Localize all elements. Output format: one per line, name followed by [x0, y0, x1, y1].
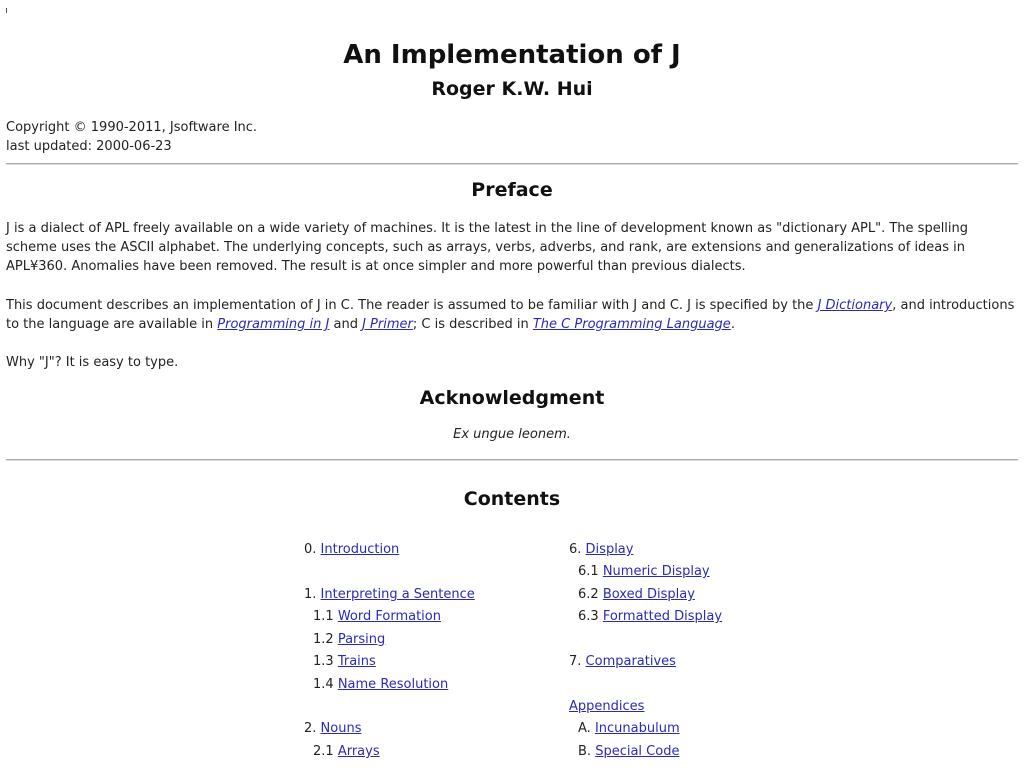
- link-j-primer[interactable]: J Primer: [362, 317, 413, 332]
- toc-number: 1.4: [313, 677, 334, 692]
- divider: [6, 163, 1018, 165]
- toc-link[interactable]: Boxed Display: [602, 587, 695, 602]
- toc-number: 1.3: [313, 654, 334, 669]
- acknowledgment-heading: Acknowledgment: [419, 387, 605, 409]
- toc-link[interactable]: Numeric Display: [602, 564, 710, 579]
- toc-link[interactable]: Special Code: [595, 744, 680, 759]
- text: ; C is described in: [412, 317, 533, 332]
- preface-heading: Preface: [471, 179, 553, 201]
- toc-item: [304, 540, 399, 559]
- page-mark: [6, 8, 7, 13]
- toc-item: [578, 719, 680, 738]
- last-updated: last updated: 2000-06-23: [6, 139, 172, 154]
- toc-link[interactable]: Nouns: [320, 721, 362, 736]
- toc-link[interactable]: Word Formation: [337, 609, 441, 624]
- preface-paragraph-2: [6, 296, 1018, 334]
- toc-link[interactable]: Interpreting a Sentence: [320, 587, 475, 602]
- toc-link[interactable]: Trains: [337, 654, 376, 669]
- text: and: [329, 317, 363, 332]
- toc-item: [313, 652, 376, 671]
- toc-link[interactable]: Formatted Display: [602, 609, 723, 624]
- copyright: Copyright © 1990-2011, Jsoftware Inc.: [6, 120, 258, 135]
- toc-link[interactable]: Incunabulum: [594, 721, 680, 736]
- divider: [6, 459, 1018, 461]
- toc-item: [578, 607, 722, 626]
- toc-item: [304, 585, 475, 604]
- toc-item: [304, 719, 361, 738]
- toc-item: [578, 585, 695, 604]
- toc-link[interactable]: Arrays: [337, 744, 380, 759]
- text: This document describes an implementation of J in C. The reader is assumed to be familiar with J and C. J is specified by the: [6, 298, 818, 313]
- contents-heading: Contents: [463, 488, 561, 510]
- toc-item: [569, 540, 633, 559]
- toc-item: [578, 562, 710, 581]
- toc-link[interactable]: Introduction: [320, 542, 400, 557]
- toc-number: 7.: [569, 654, 582, 669]
- toc-item: [569, 697, 644, 716]
- toc-link[interactable]: Name Resolution: [337, 677, 449, 692]
- toc-item: [313, 675, 448, 694]
- preface-paragraph-1: J is a dialect of APL freely available on a wide variety of machines. It is the latest in the line of development known as "dictionary APL". The spelling scheme uses the ASCII alphabet. The underlying concepts, such as arrays, verbs, adverbs, and rank, are extensions and generalizations of ideas in APL¥360. Anomalies have been removed. The result is at once simpler and more powerful than previous dialects.: [6, 221, 969, 274]
- toc-item: [569, 652, 676, 671]
- toc-number: 1.: [304, 587, 317, 602]
- toc-number: 6.2: [578, 587, 599, 602]
- toc-number: 6.1: [578, 564, 599, 579]
- text: , and introductions to the language are available in: [6, 298, 1015, 332]
- toc-item: [313, 607, 441, 626]
- toc-number: A.: [578, 721, 591, 736]
- preface-paragraph-3: Why "J"? It is easy to type.: [6, 355, 179, 370]
- toc-number: 1.2: [313, 632, 334, 647]
- toc-link[interactable]: Display: [585, 542, 634, 557]
- page-title: An Implementation of J: [343, 40, 681, 70]
- toc-item: [313, 742, 380, 761]
- toc-link[interactable]: Parsing: [337, 632, 386, 647]
- toc-number: 6.3: [578, 609, 599, 624]
- toc-item: [313, 630, 385, 649]
- toc-link[interactable]: Appendices: [569, 699, 645, 714]
- text: .: [730, 317, 735, 332]
- toc-number: 0.: [304, 542, 317, 557]
- toc-link[interactable]: Comparatives: [585, 654, 676, 669]
- acknowledgment-text: Ex ungue leonem.: [453, 427, 571, 442]
- toc-number: 6.: [569, 542, 582, 557]
- toc-item: [578, 742, 679, 761]
- toc-number: 2.: [304, 721, 317, 736]
- toc-number: 1.1: [313, 609, 334, 624]
- toc-number: B.: [578, 744, 592, 759]
- link-c-programming-language[interactable]: The C Programming Language: [532, 317, 731, 332]
- toc-number: 2.1: [313, 744, 334, 759]
- link-j-dictionary[interactable]: J Dictionary: [817, 298, 893, 313]
- author: Roger K.W. Hui: [431, 78, 593, 100]
- link-programming-in-j[interactable]: Programming in J: [217, 317, 330, 332]
